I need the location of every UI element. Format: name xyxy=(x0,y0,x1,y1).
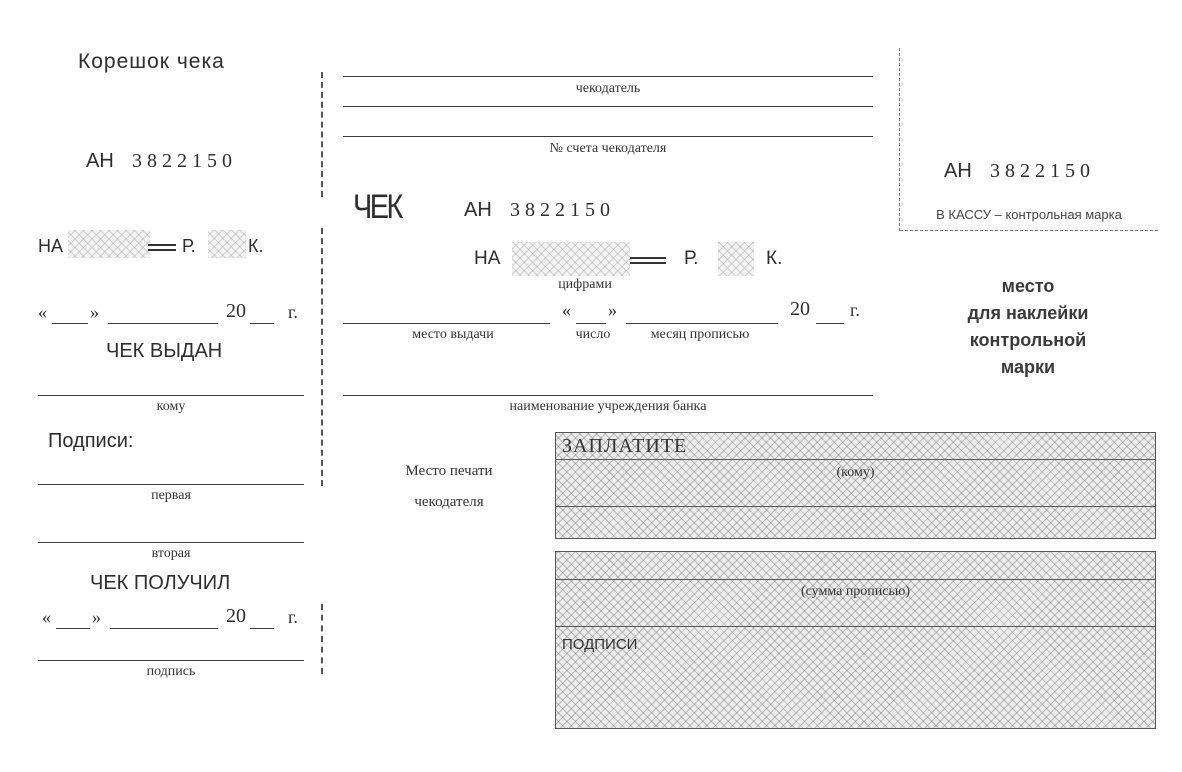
check-series: АН xyxy=(464,199,492,221)
stub-to-whom-field[interactable] xyxy=(38,395,304,396)
seal-place-line2: чекодателя xyxy=(414,494,484,510)
stub-month2-field[interactable] xyxy=(110,628,218,629)
control-series: АН xyxy=(944,160,972,182)
drawer-field[interactable] xyxy=(343,106,873,107)
stub-year-field[interactable] xyxy=(250,323,274,324)
day-caption: число xyxy=(575,327,611,342)
check-kop-label: К. xyxy=(766,248,783,269)
sticker-line2: для наклейки xyxy=(967,303,1089,323)
stub-date-open: « xyxy=(38,302,47,322)
seal-place-line1: Место печати xyxy=(405,463,493,479)
check-year-suffix: г. xyxy=(850,300,860,320)
stub-date-close: » xyxy=(90,302,99,322)
check-date-close: » xyxy=(608,300,617,320)
signatures-field[interactable] xyxy=(556,628,1155,728)
stub-year2-prefix: 20 xyxy=(226,605,246,627)
control-number: 3822150 xyxy=(990,160,1095,182)
check-rub-label: Р. xyxy=(684,248,699,269)
stub-rub-label: Р. xyxy=(182,236,196,256)
sticker-line4: марки xyxy=(1000,357,1056,377)
stub-na-label: НА xyxy=(38,236,64,256)
stub-kop-field[interactable] xyxy=(208,230,246,258)
stub-number: 3822150 xyxy=(132,150,237,172)
check-number: 3822150 xyxy=(510,199,615,221)
stub-month-field[interactable] xyxy=(108,323,218,324)
stub-signature-field[interactable] xyxy=(38,660,304,661)
perforation-line-upper xyxy=(321,72,323,197)
payee-field[interactable] xyxy=(556,459,1155,505)
digits-caption: цифрами xyxy=(558,277,612,292)
payee-field-extra[interactable] xyxy=(556,507,1155,539)
check-na-label: НА xyxy=(474,248,501,269)
stub-year2-field[interactable] xyxy=(250,628,274,629)
control-perforation-vertical xyxy=(899,48,900,231)
pay-label: ЗАПЛАТИТЕ xyxy=(562,435,688,457)
sticker-line1: место xyxy=(1001,276,1055,296)
stub-received-heading: ЧЕК ПОЛУЧИЛ xyxy=(90,572,231,594)
stub-rub-field[interactable] xyxy=(68,230,150,258)
check-equals-sign xyxy=(630,257,666,264)
amount-words-caption: (сумма прописью) xyxy=(800,584,911,599)
stub-year2-suffix: г. xyxy=(288,607,298,627)
pay-to-caption: (кому) xyxy=(836,465,875,480)
check-day-field[interactable] xyxy=(576,323,606,324)
stub-day-field[interactable] xyxy=(52,323,88,324)
stub-year-prefix: 20 xyxy=(226,300,246,322)
month-caption: месяц прописью xyxy=(650,327,750,342)
sticker-line3: контрольной xyxy=(969,330,1087,350)
check-date-open: « xyxy=(562,300,571,320)
check-word: ЧЕК xyxy=(353,188,401,226)
check-year-prefix: 20 xyxy=(790,298,810,320)
stub-kop-label: К. xyxy=(248,236,264,256)
stub-second-signature-field[interactable] xyxy=(38,542,304,543)
stub-signatures-heading: Подписи: xyxy=(48,430,134,452)
place-of-issue-field[interactable] xyxy=(343,323,550,324)
stub-second-caption: вторая xyxy=(151,546,191,561)
stub-year-suffix: г. xyxy=(288,302,298,322)
stub-equals-sign xyxy=(148,244,176,251)
stub-issued-heading: ЧЕК ВЫДАН xyxy=(106,340,223,362)
check-month-field[interactable] xyxy=(626,323,778,324)
stub-first-caption: первая xyxy=(151,488,191,503)
drawer-caption: чекодатель xyxy=(575,81,641,96)
stub-to-whom-caption: кому xyxy=(156,399,186,414)
stub-date2-open: « xyxy=(42,607,51,627)
account-caption: № счета чекодателя xyxy=(549,141,667,156)
pay-to-box xyxy=(555,432,1156,539)
drawer-top-rule xyxy=(343,76,873,77)
control-perforation-horizontal xyxy=(900,230,1158,231)
bank-name-caption: наименование учреждения банка xyxy=(509,399,707,414)
amount-words-field[interactable] xyxy=(556,552,1155,578)
control-to-cashier: В КАССУ – контрольная марка xyxy=(936,207,1122,222)
amount-signatures-box xyxy=(555,551,1156,729)
stub-series: АН xyxy=(86,150,114,172)
perforation-line-lower xyxy=(321,604,323,674)
signatures-label: ПОДПИСИ xyxy=(562,636,638,653)
amount-kop-field[interactable] xyxy=(718,242,754,276)
amount-rub-field[interactable] xyxy=(512,242,630,276)
perforation-line-middle xyxy=(321,228,323,486)
stub-day2-field[interactable] xyxy=(56,628,90,629)
place-of-issue-caption: место выдачи xyxy=(412,327,494,342)
stub-first-signature-field[interactable] xyxy=(38,484,304,485)
bank-name-field[interactable] xyxy=(343,395,873,396)
stub-title: Корешок чека xyxy=(78,50,225,73)
check-year-field[interactable] xyxy=(816,323,844,324)
account-field[interactable] xyxy=(343,136,873,137)
stub-date2-close: » xyxy=(92,607,101,627)
stub-signature-caption: подпись xyxy=(146,664,196,679)
